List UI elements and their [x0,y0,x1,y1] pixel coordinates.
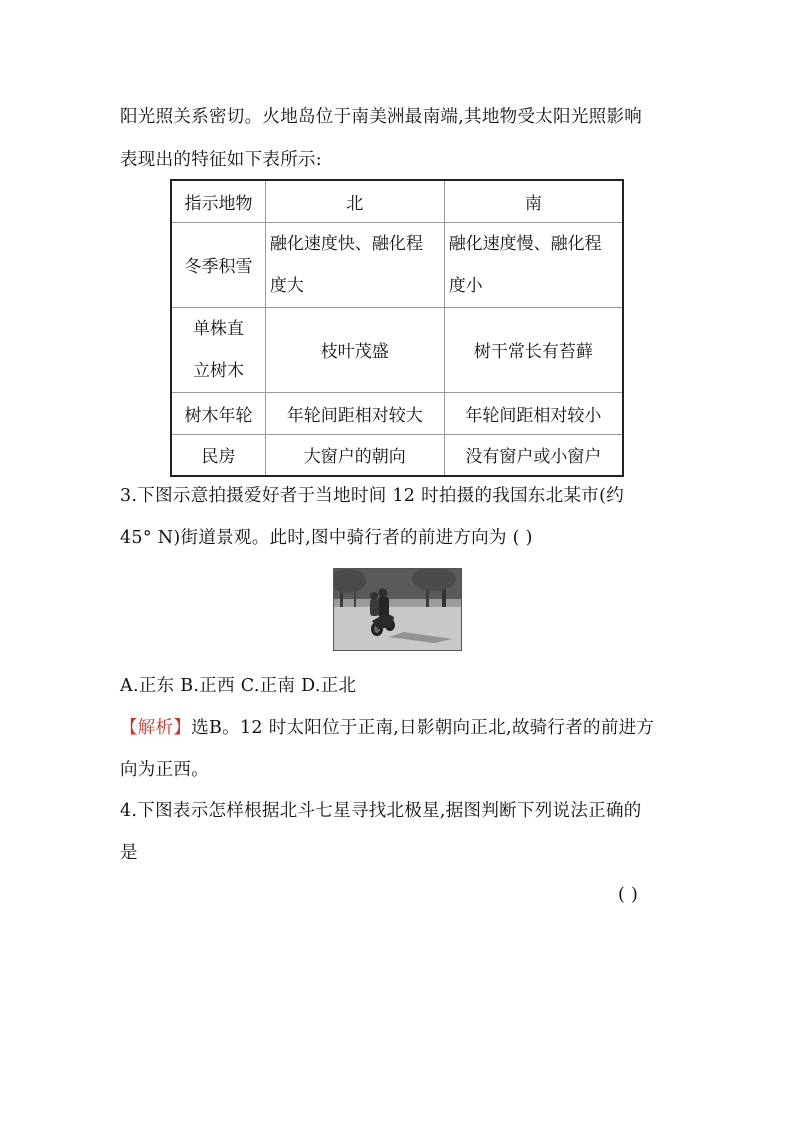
table-cell: 冬季积雪 [171,222,265,307]
table-row [171,434,623,476]
q4-answer-bracket: ( ) [618,885,639,905]
table-row [171,307,623,392]
q4-line-1: 4.下图表示怎样根据北斗七星寻找北极星,据图判断下列说法正确的 [120,801,642,821]
analysis-text: 选B。12 时太阳位于正南,日影朝向正北,故骑行者的前进方 [191,718,655,738]
header-cell: 指示地物 [171,180,265,222]
table-cell: 没有窗户或小窗户 [444,434,623,476]
table-row [171,222,623,307]
table-cell: 树干常长有苔藓 [444,307,623,392]
table-cell: 单株直 立树木 [171,307,265,392]
feature-table [170,179,624,475]
table-cell: 年轮间距相对较大 [265,392,444,434]
intro-line-1: 阳光照关系密切。火地岛位于南美洲最南端,其地物受太阳光照影响 [120,107,643,127]
table-cell: 融化速度快、融化程 度大 [265,222,444,307]
q4-line-2: 是 [120,843,138,863]
street-cyclist-photo [333,568,462,651]
q3-line-2: 45° N)街道景观。此时,图中骑行者的前进方向为 ( ) [120,528,533,548]
header-cell: 北 [265,180,444,222]
q3-analysis-line-2: 向为正西。 [120,760,209,780]
table-cell: 大窗户的朝向 [265,434,444,476]
table-cell: 民房 [171,434,265,476]
table-cell: 树木年轮 [171,392,265,434]
table-row [171,392,623,434]
q3-analysis-line-1 [120,717,654,739]
q3-options: A.正东 B.正西 C.正南 D.正北 [120,676,357,696]
header-cell: 南 [444,180,623,222]
analysis-tag: 【解析】 [120,718,192,738]
table-header-row [171,180,623,222]
q3-line-1: 3.下图示意拍摄爱好者于当地时间 12 时拍摄的我国东北某市(约 [120,486,625,506]
table-cell: 融化速度慢、融化程 度小 [444,222,623,307]
table-cell: 年轮间距相对较小 [444,392,623,434]
table-cell: 枝叶茂盛 [265,307,444,392]
intro-line-2: 表现出的特征如下表所示: [120,150,322,170]
photo-illustration [334,569,461,650]
